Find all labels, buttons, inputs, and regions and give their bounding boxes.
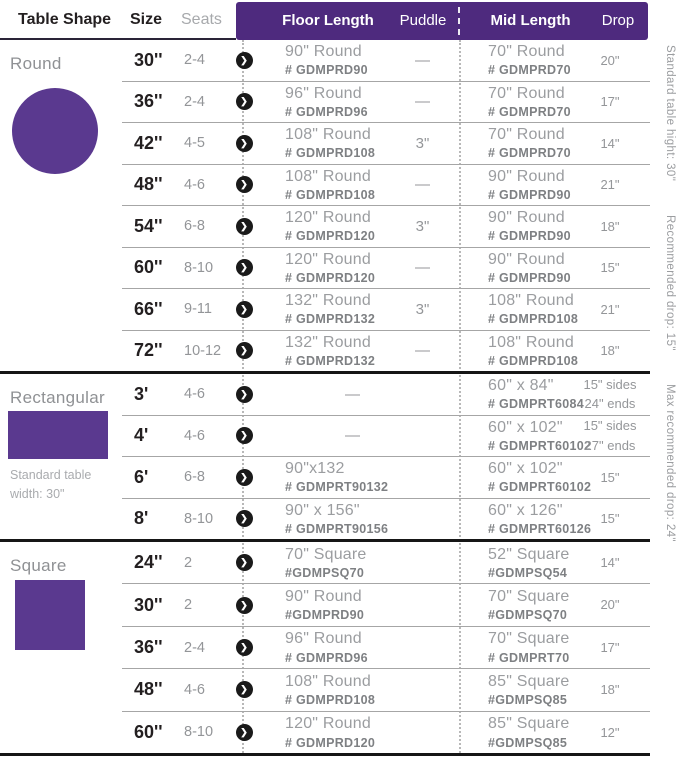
chevron-right-icon[interactable]: ❯ <box>236 510 253 527</box>
table-row <box>122 330 650 372</box>
chevron-right-icon[interactable]: ❯ <box>236 259 253 276</box>
rectangular-rows <box>122 374 650 539</box>
drop-value: 15" sides <box>583 376 637 392</box>
drop-cell <box>570 92 650 112</box>
size-cell: 4' <box>134 425 149 446</box>
drop-cell <box>570 595 650 615</box>
floor-size: 132" Round <box>285 333 371 351</box>
table-row <box>122 40 650 81</box>
table-row <box>122 122 650 164</box>
drop-value: 20" <box>600 52 620 68</box>
floor-sku: # GDMPRD96 <box>285 650 368 665</box>
mid-sku: #GDMPSQ54 <box>488 565 568 580</box>
floor-length-cell <box>255 630 395 664</box>
seats-cell: 4-6 <box>184 681 205 698</box>
floor-sku: # GDMPRD108 <box>285 187 376 202</box>
floor-length-cell <box>255 168 395 202</box>
square-shape-column <box>0 542 122 753</box>
table-row <box>122 205 650 247</box>
floor-sku: # GDMPRD90 <box>285 63 368 78</box>
floor-length-cell <box>255 460 395 494</box>
header-purple-band <box>236 2 648 40</box>
section-square <box>0 542 650 756</box>
floor-sku: # GDMPRD108 <box>285 693 376 708</box>
mid-sku: # GDMPRD70 <box>488 146 571 161</box>
round-rows <box>122 40 650 371</box>
mid-size: 60" x 102" <box>488 418 563 436</box>
size-cell: 30'' <box>134 594 163 615</box>
header-table-shape: Table Shape <box>18 11 112 28</box>
table-row <box>122 374 650 415</box>
table-row <box>122 81 650 123</box>
arrow-cell <box>233 510 255 527</box>
section-round <box>0 40 650 374</box>
mid-length-cell <box>450 588 570 622</box>
rectangle-shape-icon <box>8 411 108 459</box>
floor-length-cell <box>255 85 395 119</box>
chevron-right-icon[interactable]: ❯ <box>236 301 253 318</box>
chevron-right-icon[interactable]: ❯ <box>236 427 253 444</box>
floor-length-cell <box>255 292 395 326</box>
mid-length-cell <box>450 126 570 160</box>
header-mid-length: Mid Length <box>490 12 571 29</box>
floor-length-cell <box>255 502 395 536</box>
square-rows <box>122 542 650 753</box>
mid-length-cell <box>450 209 570 243</box>
seats-cell: 8-10 <box>184 724 214 741</box>
side-notes <box>664 45 676 542</box>
floor-length-cell <box>255 43 395 77</box>
floor-length-cell <box>255 546 395 580</box>
mid-sku: #GDMPSQ85 <box>488 693 568 708</box>
note-max-recommended-drop: Max recommended drop: 24" <box>664 384 676 543</box>
drop-value: 15" <box>600 511 620 526</box>
drop-cell <box>570 175 650 195</box>
drop-cell <box>570 468 650 488</box>
arrow-cell <box>233 52 255 69</box>
floor-size: 120" Round <box>285 250 371 268</box>
mid-sku: # GDMPRT70 <box>488 650 570 665</box>
seats-cell: 10-12 <box>184 342 222 359</box>
drop-value: 14" <box>600 135 620 151</box>
floor-size: 108" Round <box>285 672 371 690</box>
drop-cell <box>570 680 650 700</box>
size-cell: 3' <box>134 383 149 404</box>
drop-value: 21" <box>600 301 620 317</box>
floor-size: 132" Round <box>285 292 371 310</box>
floor-sku: #GDMPSQ70 <box>285 565 365 580</box>
note-line-1: Standard table <box>10 468 92 482</box>
drop-cell <box>570 258 650 278</box>
mid-length-cell <box>450 630 570 664</box>
mid-length-cell <box>450 43 570 77</box>
drop-cell <box>570 638 650 658</box>
drop-value: 14" <box>600 554 620 570</box>
floor-sku: # GDMPRD120 <box>285 229 376 244</box>
arrow-cell <box>233 554 255 571</box>
floor-size: 96" Round <box>285 84 362 102</box>
arrow-cell <box>233 597 255 614</box>
table-row <box>122 711 650 753</box>
mid-length-cell <box>450 501 592 536</box>
seats-cell: 9-11 <box>184 301 212 318</box>
drop-value: 15" <box>600 469 620 485</box>
size-cell: 42'' <box>134 132 163 153</box>
mid-size: 60" x 126" <box>488 501 563 519</box>
floor-size: 90" Round <box>285 43 362 61</box>
floor-sku: # GDMPRT90156 <box>285 521 389 536</box>
floor-size: 108" Round <box>285 126 371 144</box>
table-row <box>122 542 650 583</box>
mid-length-cell <box>450 715 570 749</box>
table-row <box>122 668 650 710</box>
puddle-cell: 3" <box>415 134 430 152</box>
mid-sku: # GDMPRD108 <box>488 312 579 327</box>
drop-value: 15" <box>600 260 620 275</box>
floor-length-cell <box>255 251 395 285</box>
mid-size: 60" x 84" <box>488 377 554 395</box>
mid-size: 52" Square <box>488 545 570 563</box>
square-shape-icon <box>15 580 85 650</box>
arrow-cell <box>233 342 255 359</box>
rectangular-note <box>10 466 91 504</box>
mid-size: 90" Round <box>488 209 565 227</box>
size-cell: 8' <box>134 508 149 529</box>
mid-length-cell <box>450 333 579 368</box>
mid-size: 70" Square <box>488 587 570 605</box>
square-label: Square <box>10 556 67 575</box>
mid-sku: # GDMPRD90 <box>488 229 571 244</box>
note-line-2: width: 30" <box>10 486 65 501</box>
chevron-right-icon[interactable]: ❯ <box>236 681 253 698</box>
mid-length-cell <box>450 460 592 495</box>
seats-cell: 4-6 <box>184 427 205 444</box>
header-size: Size <box>130 11 163 28</box>
note-recommended-drop: Recommended drop: 15" <box>664 214 676 351</box>
puddle-cell: — <box>415 93 430 111</box>
size-cell: 36'' <box>134 91 163 112</box>
drop-value: 18" <box>600 218 620 234</box>
chevron-right-icon[interactable]: ❯ <box>236 52 253 69</box>
chevron-right-icon[interactable]: ❯ <box>236 724 253 741</box>
size-cell: 24'' <box>134 552 163 573</box>
arrow-cell <box>233 469 255 486</box>
floor-sku: # GDMPRD120 <box>285 270 376 285</box>
floor-sku: # GDMPRD96 <box>285 104 368 119</box>
chevron-right-icon[interactable]: ❯ <box>236 176 253 193</box>
size-cell: 36'' <box>134 637 163 658</box>
puddle-cell: 3" <box>415 300 430 318</box>
mid-length-cell <box>450 377 584 412</box>
drop-value: 21" <box>600 177 620 192</box>
drop-cell <box>570 416 650 455</box>
arrow-cell <box>233 218 255 235</box>
chevron-right-icon[interactable]: ❯ <box>236 554 253 571</box>
drop-value: 15" sides <box>583 418 637 434</box>
seats-cell: 2-4 <box>184 639 205 656</box>
drop-cell <box>570 51 650 71</box>
mid-sku: # GDMPRT60102 <box>488 438 592 453</box>
chevron-right-icon[interactable]: ❯ <box>236 639 253 656</box>
round-shape-column <box>0 40 122 371</box>
table-row <box>122 456 650 498</box>
round-label: Round <box>10 54 62 73</box>
floor-size: 90"x132 <box>285 460 345 478</box>
drop-cell <box>570 553 650 573</box>
drop-cell <box>570 217 650 237</box>
drop-value: 18" <box>600 343 620 358</box>
floor-length-cell <box>255 334 395 368</box>
seats-cell: 4-6 <box>184 176 205 193</box>
arrow-cell <box>233 259 255 276</box>
mid-length-cell <box>450 418 592 453</box>
floor-size: 70" Square <box>285 545 367 563</box>
table-row <box>122 626 650 668</box>
floor-sku: # GDMPRT90132 <box>285 480 389 495</box>
chevron-right-icon[interactable]: ❯ <box>236 135 253 152</box>
floor-puddle-merged-cell: — <box>345 385 360 403</box>
table-row <box>122 247 650 289</box>
mid-size: 70" Square <box>488 630 570 648</box>
floor-length-cell <box>255 673 395 707</box>
drop-cell <box>570 300 650 320</box>
floor-size: 96" Round <box>285 630 362 648</box>
puddle-cell: — <box>415 342 430 360</box>
table-row <box>122 288 650 330</box>
table-row <box>122 164 650 206</box>
mid-size: 70" Round <box>488 43 565 61</box>
floor-sku: #GDMPRD90 <box>285 608 365 623</box>
mid-size: 85" Square <box>488 672 570 690</box>
puddle-cell: — <box>415 51 430 69</box>
seats-cell: 2 <box>184 554 193 571</box>
rectangular-shape-column <box>0 374 122 539</box>
mid-sku: #GDMPSQ70 <box>488 608 568 623</box>
mid-size: 85" Square <box>488 715 570 733</box>
arrow-cell <box>233 386 255 403</box>
mid-length-cell <box>450 168 570 202</box>
mid-length-cell <box>450 673 570 707</box>
mid-sku: # GDMPRT60102 <box>488 480 592 495</box>
chevron-right-icon[interactable]: ❯ <box>236 218 253 235</box>
arrow-cell <box>233 301 255 318</box>
size-cell: 54'' <box>134 215 163 236</box>
drop-value: 12" <box>600 724 620 740</box>
mid-size: 90" Round <box>488 250 565 268</box>
mid-sku: #GDMPSQ85 <box>488 735 568 750</box>
size-cell: 60'' <box>134 257 163 278</box>
drop-cell <box>570 375 650 414</box>
arrow-cell <box>233 724 255 741</box>
floor-size: 90" Round <box>285 587 362 605</box>
mid-sku: # GDMPRD108 <box>488 353 579 368</box>
floor-puddle-merged-cell: — <box>345 427 360 445</box>
arrow-cell <box>233 427 255 444</box>
mid-sku: # GDMPRD90 <box>488 187 571 202</box>
header-puddle: Puddle <box>399 12 447 29</box>
drop-cell <box>570 341 650 361</box>
size-cell: 60'' <box>134 721 163 742</box>
drop-value: 17" <box>600 94 620 109</box>
seats-cell: 8-10 <box>184 259 214 276</box>
mid-size: 70" Round <box>488 126 565 144</box>
size-cell: 66'' <box>134 298 163 319</box>
section-rectangular <box>0 374 650 542</box>
arrow-cell <box>233 176 255 193</box>
mid-sku: # GDMPRT6084 <box>488 397 584 412</box>
floor-size: 90" x 156" <box>285 501 360 519</box>
seats-cell: 2-4 <box>184 52 205 69</box>
mid-sku: # GDMPRT60126 <box>488 521 592 536</box>
mid-size: 108" Round <box>488 333 574 351</box>
drop-cell <box>570 134 650 154</box>
header-dashed-divider <box>458 7 460 35</box>
mid-sku: # GDMPRD70 <box>488 104 571 119</box>
floor-size: 120" Round <box>285 209 371 227</box>
header-floor-length: Floor Length <box>282 12 374 29</box>
drop-value: 18" <box>600 682 620 698</box>
header-drop: Drop <box>601 12 635 29</box>
header-seats: Seats <box>181 11 222 28</box>
mid-length-cell <box>450 85 570 119</box>
mid-sku: # GDMPRD90 <box>488 270 571 285</box>
chevron-right-icon[interactable]: ❯ <box>236 597 253 614</box>
round-shape-icon <box>12 88 98 174</box>
drop-value-2: 27" ends <box>584 437 636 453</box>
mid-length-cell <box>450 251 570 285</box>
chevron-right-icon[interactable]: ❯ <box>236 342 253 359</box>
seats-cell: 6-8 <box>184 469 205 486</box>
seats-cell: 4-5 <box>184 135 205 152</box>
drop-value: 20" <box>600 597 620 613</box>
seats-cell: 4-6 <box>184 386 205 403</box>
mid-size: 70" Round <box>488 84 565 102</box>
floor-sku: # GDMPRD120 <box>285 735 376 750</box>
seats-cell: 6-8 <box>184 218 205 235</box>
puddle-cell: — <box>415 176 430 194</box>
size-cell: 30'' <box>134 49 163 70</box>
seats-cell: 2 <box>184 597 193 614</box>
chevron-right-icon[interactable]: ❯ <box>236 386 253 403</box>
size-cell: 72'' <box>134 340 163 361</box>
arrow-cell <box>233 93 255 110</box>
floor-size: 108" Round <box>285 167 371 185</box>
drop-value: 17" <box>600 639 620 655</box>
floor-size: 120" Round <box>285 715 371 733</box>
table-header <box>0 0 679 40</box>
floor-sku: # GDMPRD132 <box>285 312 376 327</box>
drop-value-2: 24" ends <box>584 396 636 412</box>
chevron-right-icon[interactable]: ❯ <box>236 93 253 110</box>
table-row <box>122 415 650 457</box>
floor-sku: # GDMPRD108 <box>285 146 376 161</box>
table-row <box>122 498 650 540</box>
seats-cell: 8-10 <box>184 510 214 527</box>
size-cell: 48'' <box>134 174 163 195</box>
mid-sku: # GDMPRD70 <box>488 63 571 78</box>
size-cell: 48'' <box>134 679 163 700</box>
floor-length-cell <box>255 588 395 622</box>
note-standard-table-height: Standard table hight: 30" <box>664 45 676 182</box>
puddle-cell: 3" <box>415 217 430 235</box>
arrow-cell <box>233 135 255 152</box>
floor-sku: # GDMPRD132 <box>285 353 376 368</box>
drop-cell <box>570 723 650 743</box>
arrow-cell <box>233 639 255 656</box>
mid-size: 60" x 102" <box>488 460 563 478</box>
mid-length-cell <box>450 292 579 327</box>
chevron-right-icon[interactable]: ❯ <box>236 469 253 486</box>
floor-length-cell <box>255 715 395 749</box>
floor-length-cell <box>255 209 395 243</box>
seats-cell: 2-4 <box>184 93 205 110</box>
mid-size: 108" Round <box>488 292 574 310</box>
floor-length-cell <box>255 126 395 160</box>
table-row <box>122 583 650 625</box>
mid-size: 90" Round <box>488 167 565 185</box>
mid-length-cell <box>450 546 570 580</box>
size-cell: 6' <box>134 466 149 487</box>
arrow-cell <box>233 681 255 698</box>
puddle-cell: — <box>415 259 430 277</box>
drop-cell <box>570 509 650 529</box>
rectangular-label: Rectangular <box>10 388 105 407</box>
